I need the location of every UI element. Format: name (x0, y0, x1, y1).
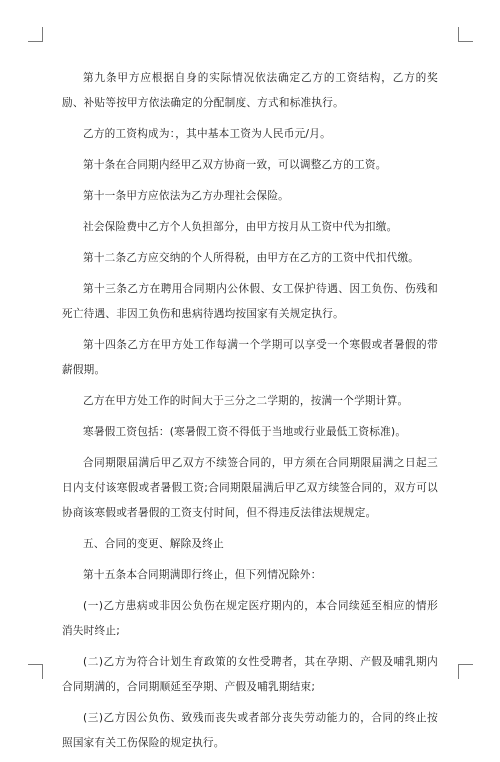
paragraph-wage-composition: 乙方的工资构成为：，其中基本工资为人民币元/月。 (83, 128, 331, 140)
paragraph-article-13: 第十三条乙方在聘用合同期内公休假、女工保护待遇、因工负伤、伤残和死亡待遇、非因工负伤和患病待遇均按国家有关规定执行。 (62, 283, 438, 320)
paragraph-contract-expiry: 合同期限届满后甲乙双方不续签合同的，甲方须在合同期限届满之日起三日内支付该寒假或者暑假工资;合同期限届满后甲乙双方续签合同的，双方可以协商该寒假或者暑假的工资支付时间，但不得违反法律法规规定。 (62, 457, 438, 519)
paragraph-vacation-pay: 寒暑假工资包括：(寒暑假工资不得低于当地或行业最低工资标准)。 (83, 426, 407, 438)
paragraph-exception-3: (三)乙方因公负伤、致残而丧失或者部分丧失劳动能力的，合同的终止按照国家有关工伤保险的规定执行。 (62, 712, 438, 749)
paragraph-article-15: 第十五条本合同期满即行终止，但下列情况除外： (83, 569, 322, 581)
paragraph-exception-2: (二)乙方为符合计划生育政策的女性受聘者，其在孕期、产假及哺乳期内合同期满的，合同期顺延至孕期、产假及哺乳期结束; (62, 656, 438, 693)
crop-mark-top-left (28, 27, 43, 42)
crop-mark-bottom-left (28, 664, 43, 679)
crop-mark-top-right (458, 27, 473, 42)
paragraph-article-11: 第十一条甲方应依法为乙方办理社会保险。 (83, 190, 290, 202)
document-body (62, 66, 438, 762)
paragraph-article-14: 第十四条乙方在甲方处工作每满一个学期可以享受一个寒假或者暑假的带薪假期。 (62, 339, 438, 376)
paragraph-article-9: 第九条甲方应根据自身的实际情况依法确定乙方的工资结构，乙方的奖励、补贴等按甲方依法确定的分配制度、方式和标准执行。 (62, 72, 438, 109)
paragraph-semester-count: 乙方在甲方处工作的时间大于三分之二学期的，按满一个学期计算。 (83, 395, 409, 407)
section-heading-5: 五、合同的变更、解除及终止 (83, 538, 224, 550)
paragraph-social-insurance: 社会保险费中乙方个人负担部分，由甲方按月从工资中代为扣缴。 (83, 221, 398, 233)
paragraph-exception-1: (一)乙方患病或非因公负伤在规定医疗期内的，本合同续延至相应的情形消失时终止; (62, 600, 438, 637)
paragraph-article-12: 第十二条乙方应交纳的个人所得税，由甲方在乙方的工资中代扣代缴。 (83, 252, 420, 264)
paragraph-article-10: 第十条在合同期内经甲乙双方协商一致，可以调整乙方的工资。 (83, 159, 387, 171)
crop-mark-bottom-right (458, 664, 473, 679)
